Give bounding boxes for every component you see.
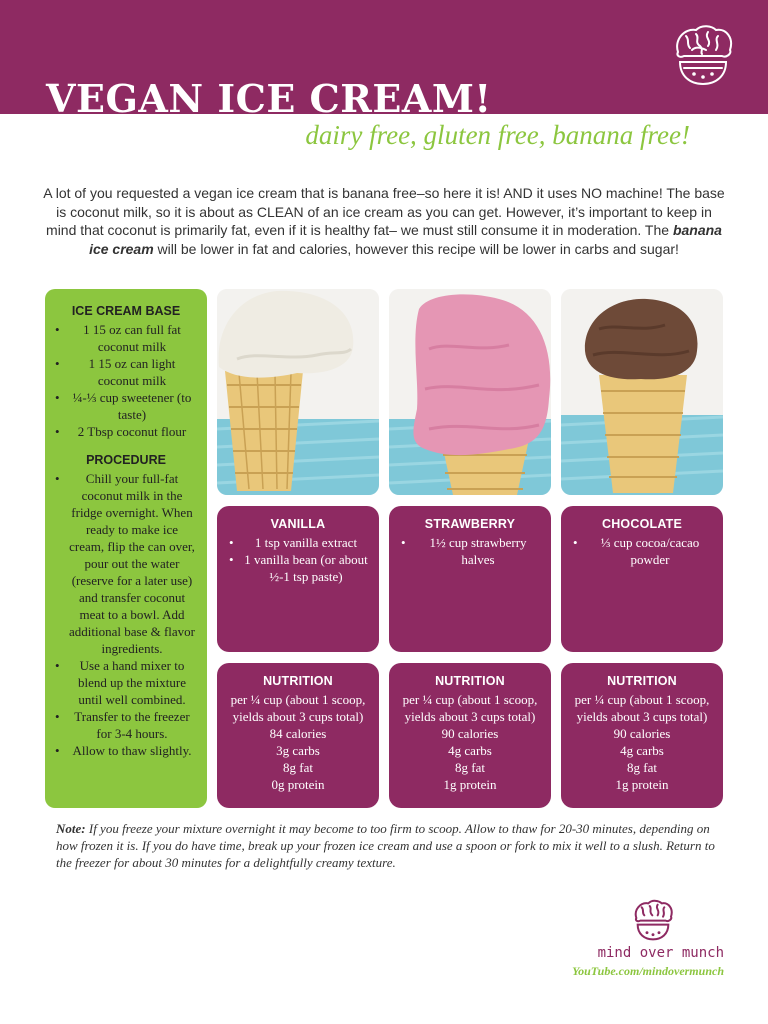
nutrition-heading: NUTRITION xyxy=(263,674,333,688)
base-heading: ICE CREAM BASE xyxy=(71,304,181,318)
intro-text-part2: will be lower in fat and calories, however this recipe will be lower in carbs and sugar! xyxy=(153,240,679,257)
page-subtitle: dairy free, gluten free, banana free! xyxy=(305,120,690,150)
nutrition-card-chocolate xyxy=(561,663,723,808)
nutrition-heading: NUTRITION xyxy=(607,674,677,688)
flavor-name: CHOCOLATE xyxy=(601,517,683,531)
flavor-card-chocolate xyxy=(561,506,723,652)
brain-logo-icon xyxy=(672,22,734,88)
flavor-ingredient: • 1 tsp vanilla extract xyxy=(227,534,369,551)
chocolate-cone-image xyxy=(561,289,723,495)
procedure-step: • Transfer to the freezer for 3-4 hours. xyxy=(53,708,199,742)
vanilla-cone-image xyxy=(217,289,379,495)
base-ingredient: • 2 Tbsp coconut flour xyxy=(53,423,199,440)
flavor-ingredient: • 1½ cup strawberry halves xyxy=(399,534,541,568)
flavor-ingredient-list xyxy=(217,534,379,585)
note-label: Note: xyxy=(56,821,86,836)
base-ingredient: • 1 15 oz can full fat coconut milk xyxy=(53,321,199,355)
nutrition-heading: NUTRITION xyxy=(435,674,505,688)
recipe-note xyxy=(56,820,726,871)
procedure-steps xyxy=(53,470,199,759)
vanilla-photo xyxy=(217,289,379,495)
flavor-ingredient-list xyxy=(389,534,551,568)
note-text: If you freeze your mixture overnight it may become to too firm to scoop. Allow to thaw for 20-30 minutes, depending on how frozen it is. If you do have time, break up your frozen ice cream and use a spoon or fork to mix it well to a slush. Return to the freezer for about 30 minutes for a delightfully creamy texture. xyxy=(56,821,715,870)
page-title: VEGAN ICE CREAM! xyxy=(46,76,492,121)
nutrition-calories: 90 calories xyxy=(613,726,671,741)
nutrition-carbs: 4g carbs xyxy=(448,743,492,758)
nutrition-carbs: 3g carbs xyxy=(276,743,320,758)
nutrition-protein: 0g protein xyxy=(271,777,325,792)
chocolate-photo xyxy=(561,289,723,495)
brand-name: mind over munch xyxy=(597,945,724,961)
flavor-name: VANILLA xyxy=(270,517,326,531)
nutrition-fat: 8g fat xyxy=(455,760,485,775)
intro-paragraph xyxy=(40,184,728,258)
nutrition-serving: per ¼ cup (about 1 scoop, yields about 3 cups total) xyxy=(574,692,710,724)
flavor-ingredient: • ⅓ cup cocoa/cacao powder xyxy=(571,534,713,568)
flavor-card-strawberry xyxy=(389,506,551,652)
recipe-sidebar xyxy=(45,289,207,808)
nutrition-serving: per ¼ cup (about 1 scoop, yields about 3 cups total) xyxy=(230,692,366,724)
flavor-ingredient: • 1 vanilla bean (or about ½-1 tsp paste) xyxy=(227,551,369,585)
nutrition-carbs: 4g carbs xyxy=(620,743,664,758)
flavor-ingredient-list xyxy=(561,534,723,568)
strawberry-cone-image xyxy=(389,289,551,495)
nutrition-protein: 1g protein xyxy=(443,777,497,792)
nutrition-fat: 8g fat xyxy=(627,760,657,775)
nutrition-fat: 8g fat xyxy=(283,760,313,775)
nutrition-protein: 1g protein xyxy=(615,777,669,792)
flavor-card-vanilla xyxy=(217,506,379,652)
strawberry-photo xyxy=(389,289,551,495)
nutrition-serving: per ¼ cup (about 1 scoop, yields about 3 cups total) xyxy=(402,692,538,724)
procedure-heading: PROCEDURE xyxy=(86,453,166,467)
base-ingredient: • 1 15 oz can light coconut milk xyxy=(53,355,199,389)
base-ingredient: • ¼-⅓ cup sweetener (to taste) xyxy=(53,389,199,423)
nutrition-calories: 90 calories xyxy=(441,726,499,741)
intro-text-part1: A lot of you requested a vegan ice cream that is banana free–so here it is! AND it uses NO machine! The base is coconut milk, so it is about as CLEAN of an ice cream as you can get. However, it’s important to keep in mind that coconut is primarily fat, even if it is healthy fat– we must still consume it in moderation. The xyxy=(43,185,725,238)
nutrition-calories: 84 calories xyxy=(269,726,327,741)
brand-url-link[interactable]: YouTube.com/mindovermunch xyxy=(572,964,724,978)
nutrition-card-strawberry xyxy=(389,663,551,808)
flavor-name: STRAWBERRY xyxy=(424,517,516,531)
nutrition-card-vanilla xyxy=(217,663,379,808)
procedure-step: • Use a hand mixer to blend up the mixture until well combined. xyxy=(53,657,199,708)
procedure-step: • Chill your full-fat coconut milk in the fridge overnight. When ready to make ice cream, flip the can over, pour out the water (reserve for a later use) and transfer coconut meat to a bowl. Add additional base & flavor ingredients. xyxy=(53,470,199,657)
intro-emphasis-link[interactable]: banana ice cream xyxy=(89,222,722,257)
procedure-step: • Allow to thaw slightly. xyxy=(53,742,199,759)
brain-logo-footer-icon xyxy=(630,898,676,942)
base-ingredient-list xyxy=(53,321,199,440)
